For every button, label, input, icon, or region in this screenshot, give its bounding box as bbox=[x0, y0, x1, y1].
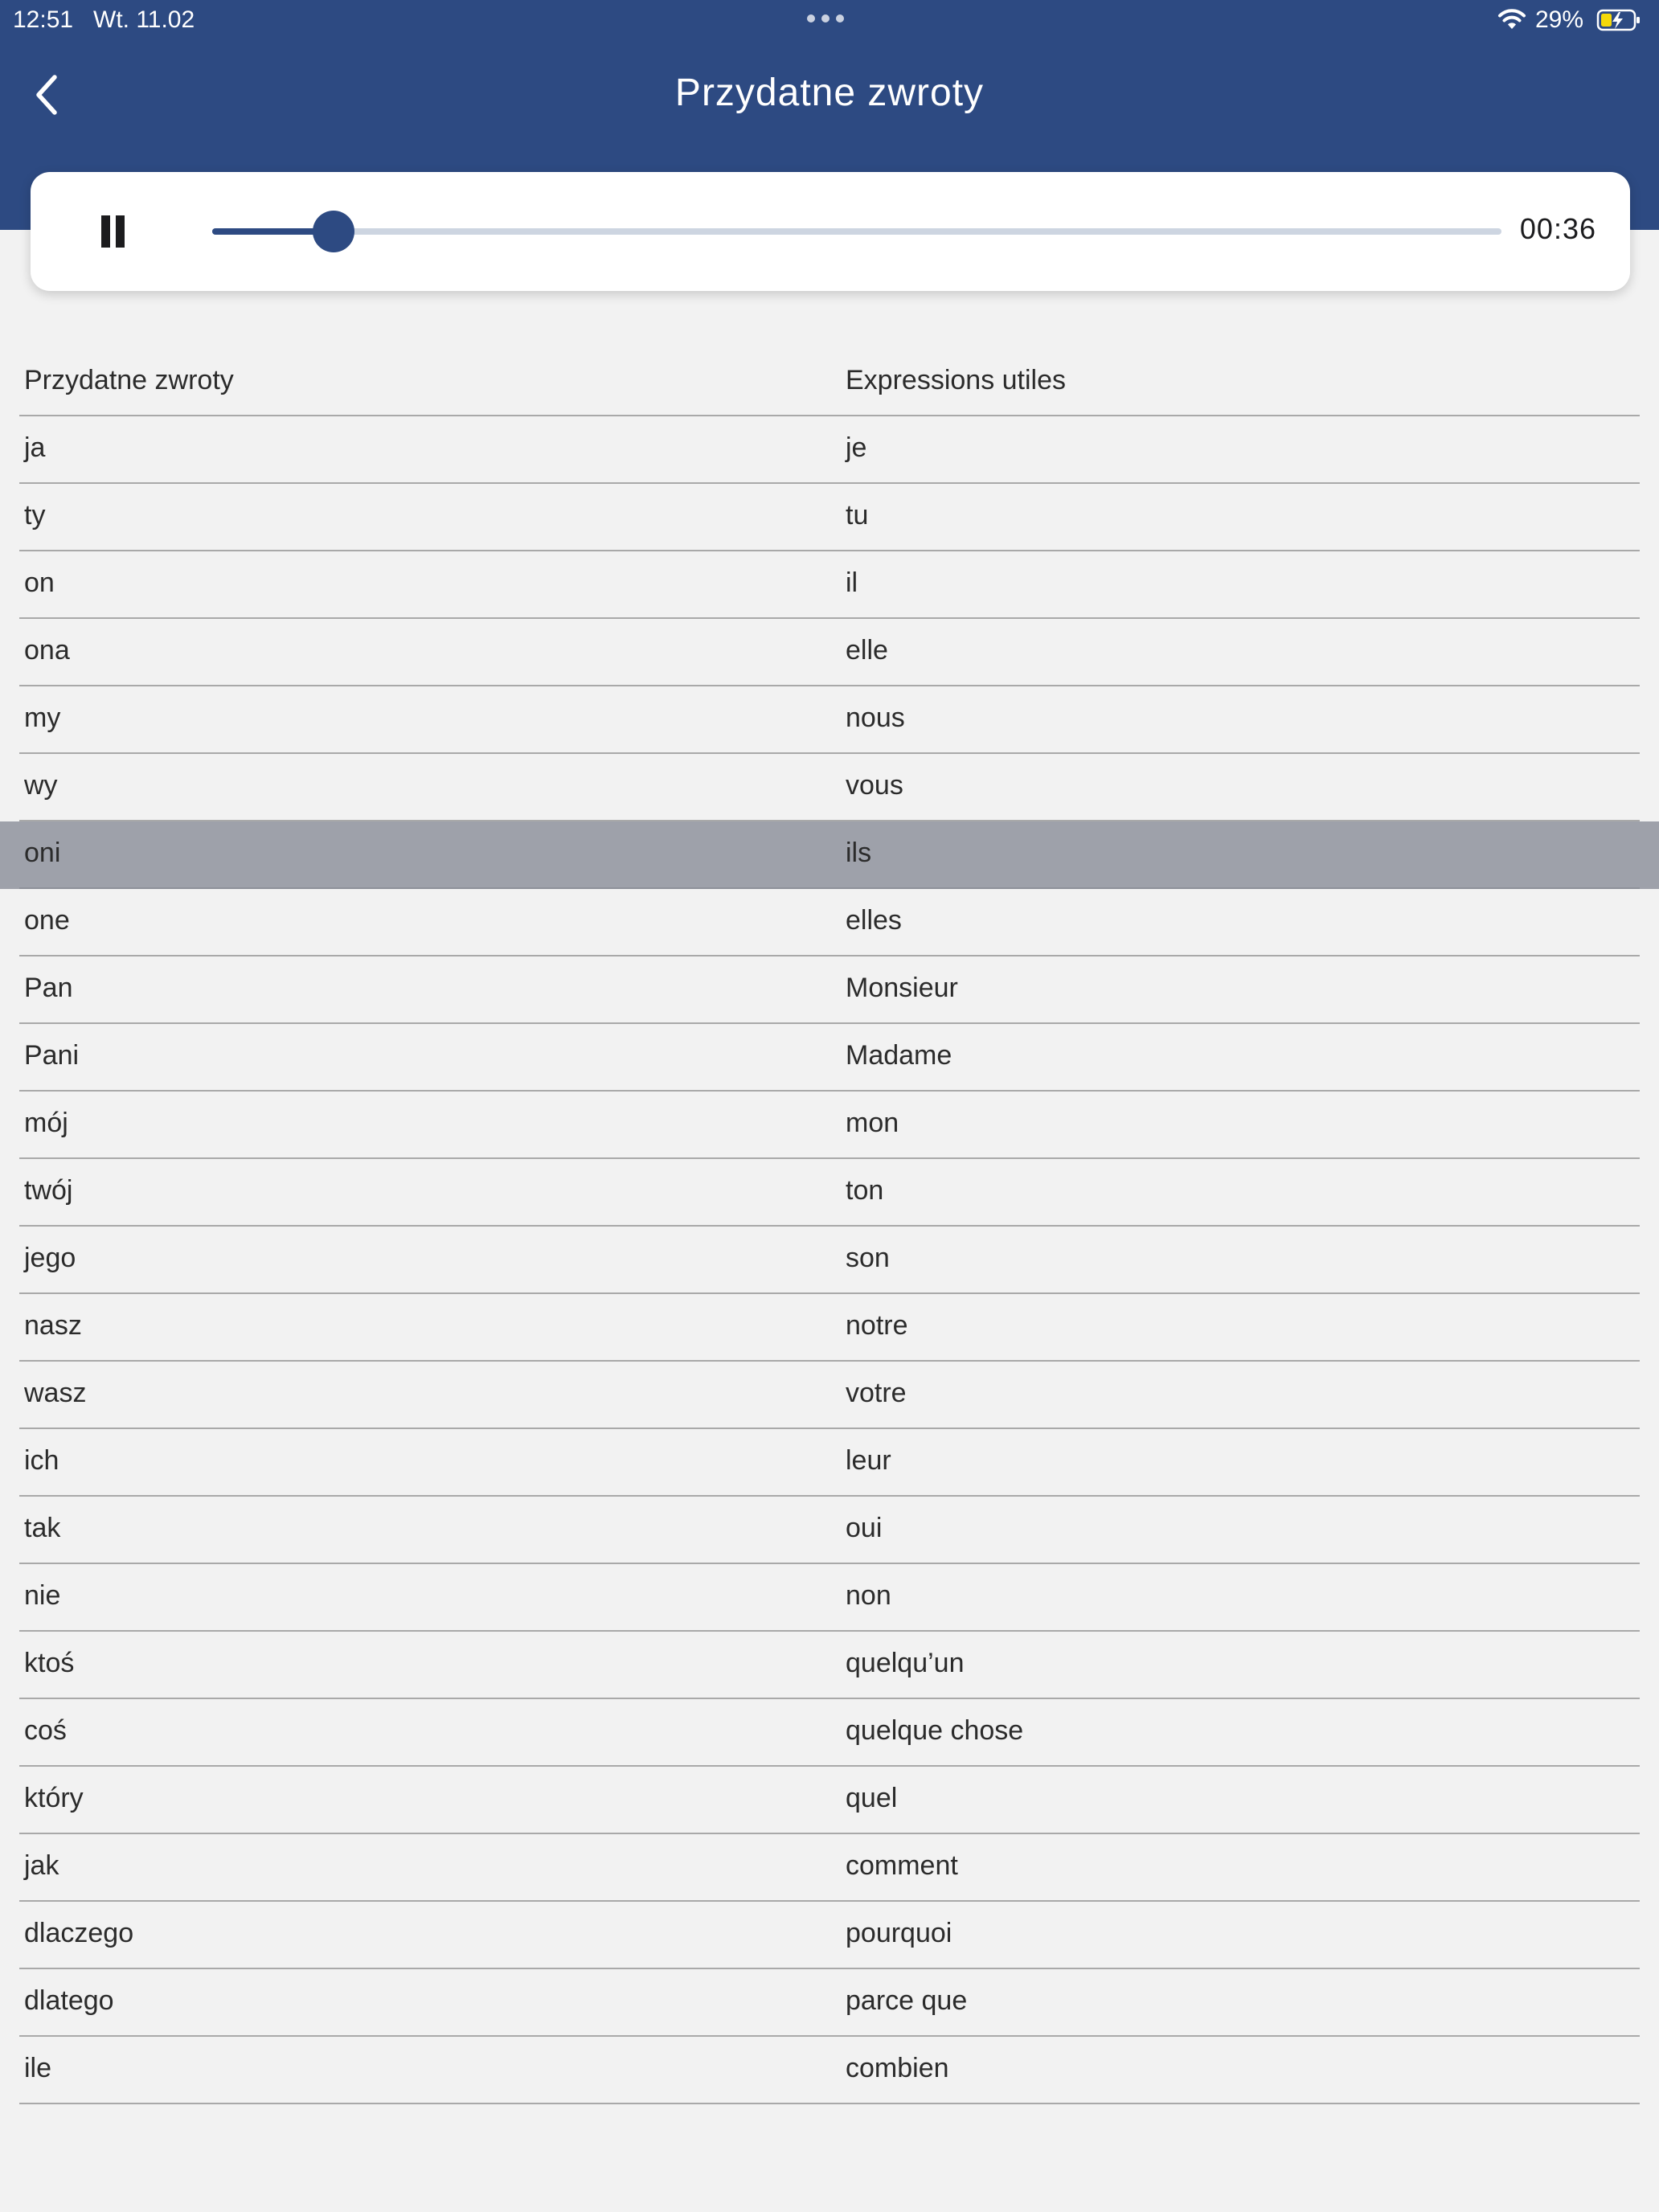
status-time: 12:51 bbox=[13, 6, 74, 33]
table-row[interactable] bbox=[0, 1092, 1659, 1159]
french-phrase: leur bbox=[846, 1445, 891, 1476]
table-header-row bbox=[0, 349, 1659, 416]
table-row[interactable] bbox=[0, 956, 1659, 1024]
french-phrase: vous bbox=[846, 770, 903, 801]
french-phrase: ils bbox=[846, 838, 872, 868]
table-row[interactable] bbox=[0, 484, 1659, 551]
french-phrase: combien bbox=[846, 2053, 949, 2083]
french-phrase: il bbox=[846, 567, 858, 598]
polish-phrase: wasz bbox=[24, 1378, 87, 1408]
table-row[interactable] bbox=[0, 1429, 1659, 1497]
table-row[interactable] bbox=[0, 1159, 1659, 1227]
polish-phrase: nie bbox=[24, 1580, 61, 1611]
polish-phrase: tak bbox=[24, 1513, 61, 1543]
table-row[interactable] bbox=[0, 619, 1659, 686]
column-header-french: Expressions utiles bbox=[846, 365, 1067, 395]
polish-phrase: Pani bbox=[24, 1040, 80, 1071]
progress-thumb[interactable] bbox=[313, 211, 354, 252]
table-row[interactable] bbox=[0, 1362, 1659, 1429]
french-phrase: quelqu’un bbox=[846, 1648, 965, 1678]
french-phrase: pourquoi bbox=[846, 1918, 952, 1948]
table-row[interactable] bbox=[0, 1294, 1659, 1362]
french-phrase: je bbox=[846, 432, 867, 463]
polish-phrase: on bbox=[24, 567, 55, 598]
column-header-polish: Przydatne zwroty bbox=[24, 365, 234, 395]
french-phrase: non bbox=[846, 1580, 891, 1611]
battery-percentage: 29% bbox=[1535, 6, 1584, 33]
table-row[interactable] bbox=[0, 2037, 1659, 2104]
progress-slider[interactable] bbox=[204, 227, 1501, 236]
french-phrase: Madame bbox=[846, 1040, 952, 1071]
table-row[interactable] bbox=[0, 1024, 1659, 1092]
audio-player bbox=[31, 172, 1630, 291]
polish-phrase: dlatego bbox=[24, 1985, 114, 2016]
table-row[interactable] bbox=[0, 416, 1659, 484]
french-phrase: votre bbox=[846, 1378, 907, 1408]
pause-button[interactable] bbox=[87, 207, 135, 256]
table-row[interactable] bbox=[0, 1632, 1659, 1699]
french-phrase: notre bbox=[846, 1310, 908, 1341]
polish-phrase: ktoś bbox=[24, 1648, 75, 1678]
table-row[interactable] bbox=[0, 821, 1659, 889]
table-row[interactable] bbox=[0, 1564, 1659, 1632]
polish-phrase: jego bbox=[24, 1243, 76, 1273]
polish-phrase: wy bbox=[24, 770, 58, 801]
polish-phrase: twój bbox=[24, 1175, 73, 1206]
polish-phrase: dlaczego bbox=[24, 1918, 134, 1948]
table-row[interactable] bbox=[0, 1227, 1659, 1294]
page-title: Przydatne zwroty bbox=[674, 72, 985, 114]
status-date: Wt. 11.02 bbox=[93, 6, 195, 33]
table-row[interactable] bbox=[0, 686, 1659, 754]
wifi-icon bbox=[1497, 8, 1527, 31]
table-row[interactable] bbox=[0, 1767, 1659, 1834]
polish-phrase: oni bbox=[24, 838, 61, 868]
table-row[interactable] bbox=[0, 754, 1659, 821]
polish-phrase: ty bbox=[24, 500, 46, 530]
french-phrase: son bbox=[846, 1243, 890, 1273]
polish-phrase: nasz bbox=[24, 1310, 82, 1341]
elapsed-time: 00:36 bbox=[1519, 212, 1596, 245]
multitasking-dots-icon[interactable] bbox=[807, 14, 844, 23]
polish-phrase: który bbox=[24, 1783, 84, 1813]
table-row[interactable] bbox=[0, 1834, 1659, 1902]
french-phrase: ton bbox=[846, 1175, 884, 1206]
polish-phrase: ile bbox=[24, 2053, 52, 2083]
status-bar bbox=[0, 0, 1659, 40]
battery-charging-icon bbox=[1596, 8, 1641, 32]
french-phrase: parce que bbox=[846, 1985, 968, 2016]
french-phrase: oui bbox=[846, 1513, 883, 1543]
french-phrase: elles bbox=[846, 905, 902, 936]
polish-phrase: ich bbox=[24, 1445, 59, 1476]
progress-track bbox=[212, 228, 1501, 235]
polish-phrase: ona bbox=[24, 635, 70, 666]
phrases-table bbox=[0, 349, 1659, 2104]
french-phrase: mon bbox=[846, 1108, 899, 1138]
polish-phrase: coś bbox=[24, 1715, 67, 1746]
french-phrase: elle bbox=[846, 635, 888, 666]
table-row[interactable] bbox=[0, 1497, 1659, 1564]
table-row[interactable] bbox=[0, 551, 1659, 619]
french-phrase: Monsieur bbox=[846, 973, 958, 1003]
table-row[interactable] bbox=[0, 889, 1659, 956]
polish-phrase: one bbox=[24, 905, 70, 936]
french-phrase: nous bbox=[846, 703, 905, 733]
table-row[interactable] bbox=[0, 1969, 1659, 2037]
polish-phrase: Pan bbox=[24, 973, 73, 1003]
polish-phrase: ja bbox=[24, 432, 46, 463]
polish-phrase: my bbox=[24, 703, 61, 733]
french-phrase: quelque chose bbox=[846, 1715, 1024, 1746]
french-phrase: tu bbox=[846, 500, 869, 530]
french-phrase: comment bbox=[846, 1850, 958, 1881]
polish-phrase: jak bbox=[24, 1850, 59, 1881]
table-row[interactable] bbox=[0, 1699, 1659, 1767]
pause-icon bbox=[101, 215, 110, 248]
table-row[interactable] bbox=[0, 1902, 1659, 1969]
french-phrase: quel bbox=[846, 1783, 898, 1813]
polish-phrase: mój bbox=[24, 1108, 68, 1138]
